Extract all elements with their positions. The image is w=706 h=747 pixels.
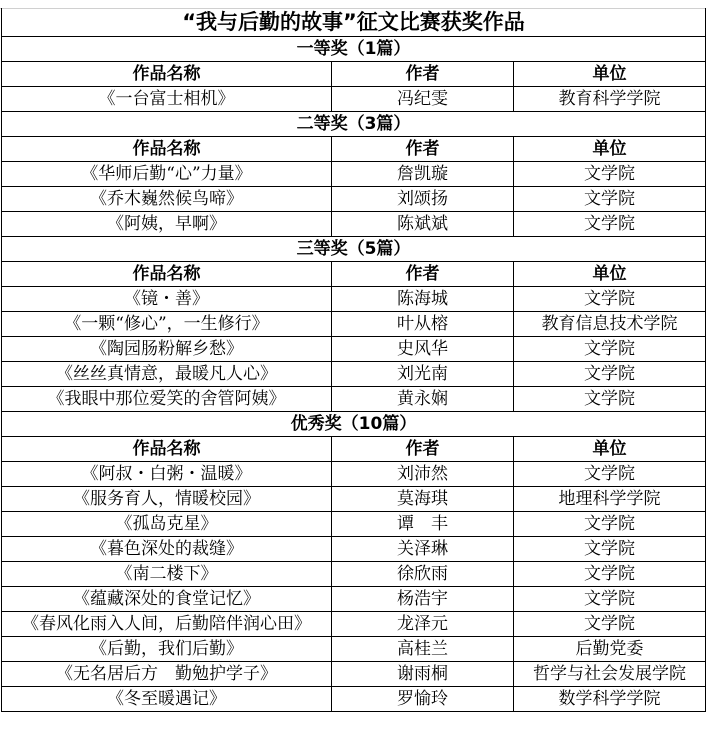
- author-cell[interactable]: 叶从榕: [332, 312, 514, 337]
- table-row: [2, 312, 706, 337]
- author-cell[interactable]: 徐欣雨: [332, 562, 514, 587]
- sheet-title[interactable]: “我与后勤的故事”征文比赛获奖作品: [2, 8, 706, 37]
- header-work-title[interactable]: 作品名称: [2, 262, 332, 287]
- title-row: [2, 8, 706, 37]
- work-title-cell[interactable]: 《陶园肠粉解乡愁》: [2, 337, 332, 362]
- work-title-cell[interactable]: 《一颗“修心”，一生修行》: [2, 312, 332, 337]
- section-heading[interactable]: 一等奖（1篇）: [2, 37, 706, 62]
- column-header-row: [2, 262, 706, 287]
- section-heading-row: [2, 112, 706, 137]
- unit-cell[interactable]: 文学院: [514, 562, 706, 587]
- work-title-cell[interactable]: 《冬至暖遇记》: [2, 687, 332, 712]
- author-cell[interactable]: 陈海城: [332, 287, 514, 312]
- header-work-title[interactable]: 作品名称: [2, 62, 332, 87]
- author-cell[interactable]: 刘光南: [332, 362, 514, 387]
- author-cell[interactable]: 刘沛然: [332, 462, 514, 487]
- unit-cell[interactable]: 文学院: [514, 212, 706, 237]
- unit-cell[interactable]: 后勤党委: [514, 637, 706, 662]
- section-heading-row: [2, 37, 706, 62]
- author-cell[interactable]: 陈斌斌: [332, 212, 514, 237]
- author-cell[interactable]: 谭 丰: [332, 512, 514, 537]
- work-title-cell[interactable]: 《南二楼下》: [2, 562, 332, 587]
- work-title-cell[interactable]: 《孤岛克星》: [2, 512, 332, 537]
- author-cell[interactable]: 罗愉玲: [332, 687, 514, 712]
- work-title-cell[interactable]: 《我眼中那位爱笑的舍管阿姨》: [2, 387, 332, 412]
- work-title-cell[interactable]: 《阿姨，早啊》: [2, 212, 332, 237]
- section-heading-row: [2, 412, 706, 437]
- unit-cell[interactable]: 地理科学学院: [514, 487, 706, 512]
- work-title-cell[interactable]: 《镜・善》: [2, 287, 332, 312]
- table-row: [2, 362, 706, 387]
- work-title-cell[interactable]: 《服务育人，情暖校园》: [2, 487, 332, 512]
- author-cell[interactable]: 刘颂扬: [332, 187, 514, 212]
- table-row: [2, 687, 706, 712]
- header-author[interactable]: 作者: [332, 137, 514, 162]
- author-cell[interactable]: 杨浩宇: [332, 587, 514, 612]
- author-cell[interactable]: 关泽琳: [332, 537, 514, 562]
- work-title-cell[interactable]: 《华师后勤“心”力量》: [2, 162, 332, 187]
- unit-cell[interactable]: 文学院: [514, 537, 706, 562]
- unit-cell[interactable]: 哲学与社会发展学院: [514, 662, 706, 687]
- author-cell[interactable]: 冯纪雯: [332, 87, 514, 112]
- author-cell[interactable]: 谢雨桐: [332, 662, 514, 687]
- header-work-title[interactable]: 作品名称: [2, 137, 332, 162]
- table-row: [2, 162, 706, 187]
- table-row: [2, 537, 706, 562]
- section-heading[interactable]: 二等奖（3篇）: [2, 112, 706, 137]
- header-unit[interactable]: 单位: [514, 262, 706, 287]
- work-title-cell[interactable]: 《暮色深处的裁缝》: [2, 537, 332, 562]
- table-row: [2, 187, 706, 212]
- table-row: [2, 87, 706, 112]
- work-title-cell[interactable]: 《春风化雨入人间，后勤陪伴润心田》: [2, 612, 332, 637]
- work-title-cell[interactable]: 《无名居后方 勤勉护学子》: [2, 662, 332, 687]
- unit-cell[interactable]: 文学院: [514, 187, 706, 212]
- work-title-cell[interactable]: 《阿叔・白粥・温暖》: [2, 462, 332, 487]
- unit-cell[interactable]: 文学院: [514, 162, 706, 187]
- table-row: [2, 612, 706, 637]
- table-row: [2, 212, 706, 237]
- column-header-row: [2, 62, 706, 87]
- header-author[interactable]: 作者: [332, 62, 514, 87]
- work-title-cell[interactable]: 《丝丝真情意，最暖凡人心》: [2, 362, 332, 387]
- author-cell[interactable]: 史风华: [332, 337, 514, 362]
- author-cell[interactable]: 龙泽元: [332, 612, 514, 637]
- column-header-row: [2, 437, 706, 462]
- author-cell[interactable]: 莫海琪: [332, 487, 514, 512]
- table-row: [2, 387, 706, 412]
- unit-cell[interactable]: 教育信息技术学院: [514, 312, 706, 337]
- column-header-row: [2, 137, 706, 162]
- table-row: [2, 587, 706, 612]
- section-heading[interactable]: 优秀奖（10篇）: [2, 412, 706, 437]
- author-cell[interactable]: 高桂兰: [332, 637, 514, 662]
- section-heading-row: [2, 237, 706, 262]
- award-sheet: [0, 8, 706, 712]
- author-cell[interactable]: 詹凯璇: [332, 162, 514, 187]
- section-heading[interactable]: 三等奖（5篇）: [2, 237, 706, 262]
- unit-cell[interactable]: 文学院: [514, 512, 706, 537]
- work-title-cell[interactable]: 《蕴藏深处的食堂记忆》: [2, 587, 332, 612]
- author-cell[interactable]: 黄永娴: [332, 387, 514, 412]
- table-row: [2, 337, 706, 362]
- unit-cell[interactable]: 文学院: [514, 362, 706, 387]
- unit-cell[interactable]: 文学院: [514, 587, 706, 612]
- award-table: [1, 8, 706, 712]
- table-row: [2, 662, 706, 687]
- table-row: [2, 487, 706, 512]
- unit-cell[interactable]: 文学院: [514, 462, 706, 487]
- table-row: [2, 287, 706, 312]
- table-row: [2, 637, 706, 662]
- unit-cell[interactable]: 文学院: [514, 387, 706, 412]
- unit-cell[interactable]: 文学院: [514, 287, 706, 312]
- award-table-body: [2, 8, 706, 712]
- work-title-cell[interactable]: 《一台富士相机》: [2, 87, 332, 112]
- header-unit[interactable]: 单位: [514, 137, 706, 162]
- unit-cell[interactable]: 文学院: [514, 337, 706, 362]
- table-row: [2, 512, 706, 537]
- header-unit[interactable]: 单位: [514, 437, 706, 462]
- work-title-cell[interactable]: 《后勤，我们后勤》: [2, 637, 332, 662]
- work-title-cell[interactable]: 《乔木巍然候鸟啼》: [2, 187, 332, 212]
- table-row: [2, 462, 706, 487]
- table-row: [2, 562, 706, 587]
- header-author[interactable]: 作者: [332, 437, 514, 462]
- header-author[interactable]: 作者: [332, 262, 514, 287]
- unit-cell[interactable]: 数学科学学院: [514, 687, 706, 712]
- unit-cell[interactable]: 文学院: [514, 612, 706, 637]
- unit-cell[interactable]: 教育科学学院: [514, 87, 706, 112]
- header-work-title[interactable]: 作品名称: [2, 437, 332, 462]
- header-unit[interactable]: 单位: [514, 62, 706, 87]
